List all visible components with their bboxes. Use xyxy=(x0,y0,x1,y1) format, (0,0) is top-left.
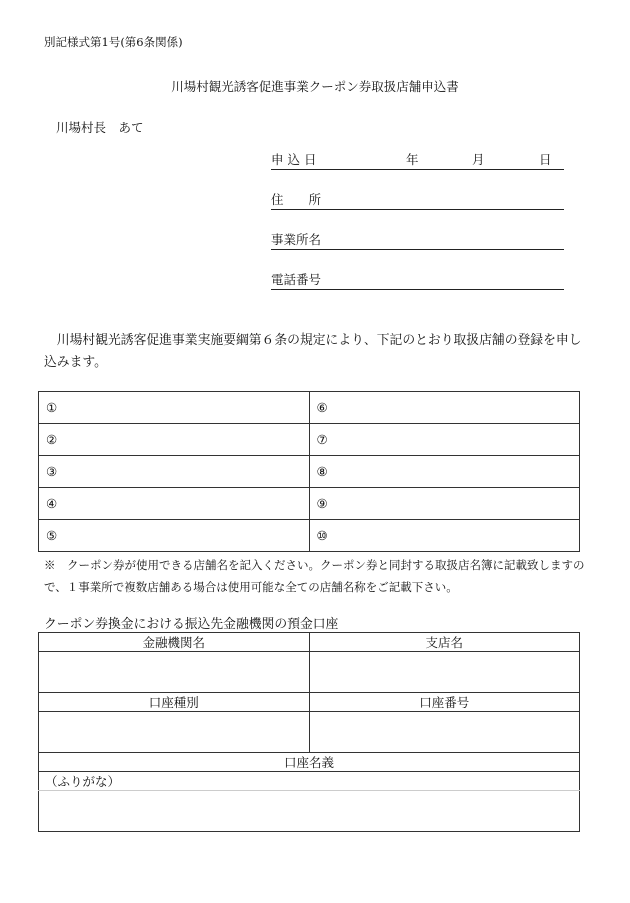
table-row xyxy=(39,392,580,424)
store-cell[interactable]: ⑦ xyxy=(309,424,580,456)
store-cell[interactable]: ③ xyxy=(39,456,310,488)
store-cell[interactable]: ⑧ xyxy=(309,456,580,488)
form-reference: 別記様式第1号(第6条関係) xyxy=(44,35,183,49)
store-list-table xyxy=(38,391,580,552)
table-row xyxy=(39,772,580,791)
store-cell[interactable]: ④ xyxy=(39,488,310,520)
store-cell[interactable]: ① xyxy=(39,392,310,424)
table-row xyxy=(39,488,580,520)
account-number-header: 口座番号 xyxy=(309,693,580,712)
account-type-input-cell[interactable] xyxy=(39,712,310,753)
account-holder-header: 口座名義 xyxy=(39,753,580,772)
address-field[interactable] xyxy=(271,191,564,210)
store-cell[interactable]: ⑥ xyxy=(309,392,580,424)
table-row xyxy=(39,520,580,552)
store-list-note: ※ クーポン券が使用できる店舗名を記入ください。クーポン券と同封する取扱店名簿に記載致しますので、１事業所で複数店舗ある場合は使用可能な全ての店舗名称をご記載下さい。 xyxy=(44,558,585,594)
store-cell[interactable]: ⑩ xyxy=(309,520,580,552)
table-row xyxy=(39,633,580,652)
date-month-label: 月 xyxy=(472,152,485,167)
date-day-label: 日 xyxy=(539,152,552,167)
application-date-field[interactable] xyxy=(271,151,564,170)
store-cell[interactable]: ⑨ xyxy=(309,488,580,520)
date-year-label: 年 xyxy=(406,152,419,167)
table-row xyxy=(39,456,580,488)
store-cell[interactable]: ⑤ xyxy=(39,520,310,552)
addressee: 川場村長 あて xyxy=(56,120,144,135)
table-row xyxy=(39,753,580,772)
business-name-label: 事業所名 xyxy=(271,232,322,247)
address-label: 住 所 xyxy=(271,192,322,207)
table-row xyxy=(39,712,580,753)
branch-input-cell[interactable] xyxy=(309,652,580,693)
table-row xyxy=(39,791,580,832)
bank-account-table xyxy=(38,632,580,832)
phone-number-label: 電話番号 xyxy=(271,272,322,287)
bank-section-title: クーポン券換金における振込先金融機関の預金口座 xyxy=(44,617,339,632)
business-name-field[interactable] xyxy=(271,231,564,250)
furigana-label: （ふりがな） xyxy=(39,772,580,791)
document-title: 川場村観光誘客促進事業クーポン券取扱店舗申込書 xyxy=(171,79,459,94)
phone-number-field[interactable] xyxy=(271,271,564,290)
store-cell[interactable]: ② xyxy=(39,424,310,456)
branch-header: 支店名 xyxy=(309,633,580,652)
application-statement: 川場村観光誘客促進事業実施要綱第６条の規定により、下記のとおり取扱店舗の登録を申し込みます。 xyxy=(44,333,582,370)
account-holder-input-cell[interactable] xyxy=(39,791,580,832)
table-row xyxy=(39,693,580,712)
account-type-header: 口座種別 xyxy=(39,693,310,712)
table-row xyxy=(39,652,580,693)
account-number-input-cell[interactable] xyxy=(309,712,580,753)
table-row xyxy=(39,424,580,456)
institution-header: 金融機関名 xyxy=(39,633,310,652)
institution-input-cell[interactable] xyxy=(39,652,310,693)
application-date-label: 申 込 日 xyxy=(271,152,317,167)
